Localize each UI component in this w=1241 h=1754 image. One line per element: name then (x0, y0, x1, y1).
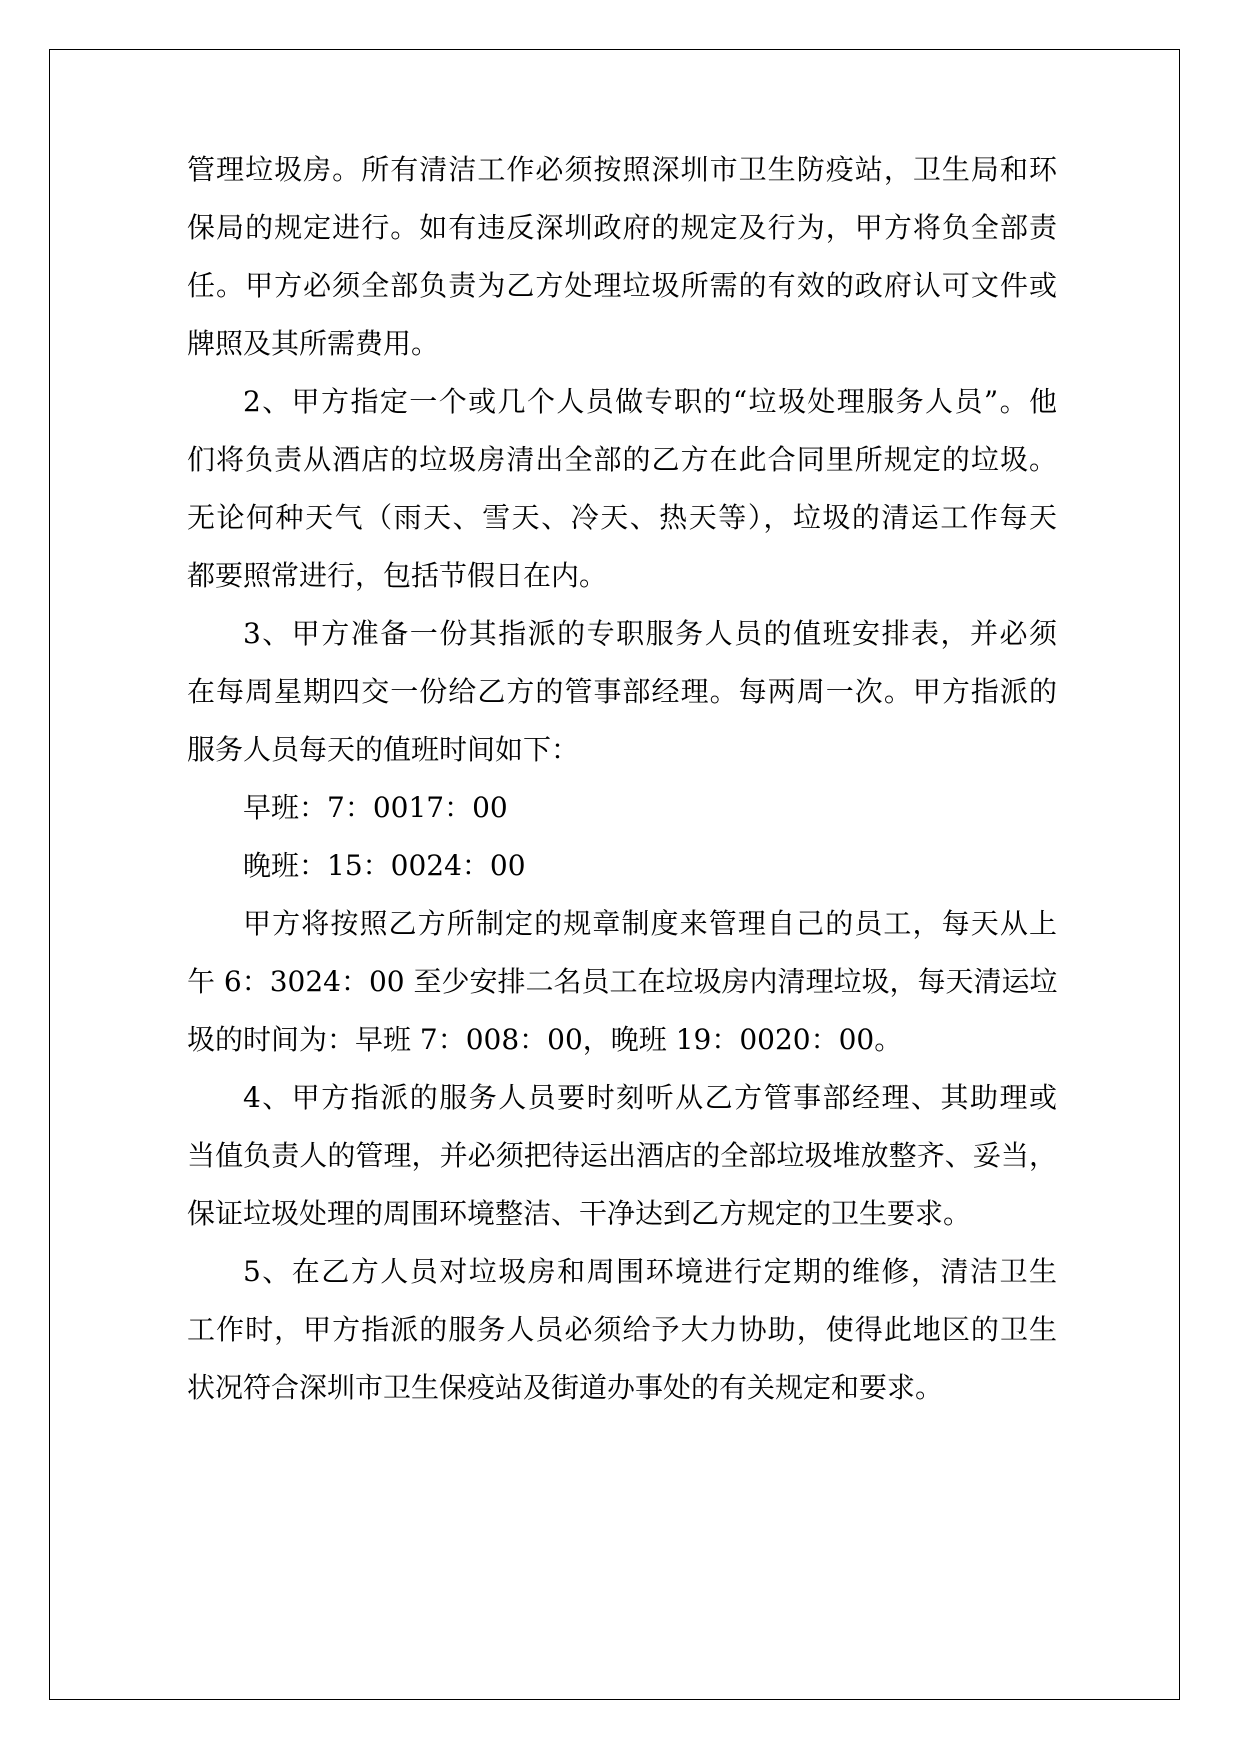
text-line: 当值负责人的管理，并必须把待运出酒店的全部垃圾堆放整齐、妥当， (187, 1139, 1057, 1172)
text-line: 2、甲方指定一个或几个人员做专职的“垃圾处理服务人员”。他 (243, 385, 1057, 418)
text-line: 保局的规定进行。如有违反深圳政府的规定及行为，甲方将负全部责 (187, 211, 1057, 244)
text-line: 在每周星期四交一份给乙方的管事部经理。每两周一次。甲方指派的 (187, 675, 1057, 708)
text-line: 状况符合深圳市卫生保疫站及街道办事处的有关规定和要求。 (187, 1371, 944, 1404)
text-line: 管理垃圾房。所有清洁工作必须按照深圳市卫生防疫站，卫生局和环 (187, 153, 1057, 186)
evening-shift-line: 晚班：15：0024：00 (243, 849, 526, 882)
text-line: 无论何种天气（雨天、雪天、冷天、热天等），垃圾的清运工作每天 (187, 501, 1057, 534)
text-line: 牌照及其所需费用。 (187, 327, 440, 360)
text-line: 午 6：3024：00 至少安排二名员工在垃圾房内清理垃圾，每天清运垃 (187, 965, 1058, 998)
text-line: 4、甲方指派的服务人员要时刻听从乙方管事部经理、其助理或 (243, 1081, 1057, 1114)
text-line: 都要照常进行，包括节假日在内。 (187, 559, 608, 592)
text-line: 们将负责从酒店的垃圾房清出全部的乙方在此合同里所规定的垃圾。 (187, 443, 1057, 476)
text-line: 工作时，甲方指派的服务人员必须给予大力协助，使得此地区的卫生 (187, 1313, 1057, 1346)
text-line: 5、在乙方人员对垃圾房和周围环境进行定期的维修，清洁卫生 (243, 1255, 1057, 1288)
text-line: 3、甲方准备一份其指派的专职服务人员的值班安排表，并必须 (243, 617, 1057, 650)
text-line: 任。甲方必须全部负责为乙方处理垃圾所需的有效的政府认可文件或 (187, 269, 1057, 302)
text-line: 保证垃圾处理的周围环境整洁、干净达到乙方规定的卫生要求。 (187, 1197, 972, 1230)
text-line: 甲方将按照乙方所制定的规章制度来管理自己的员工，每天从上 (243, 907, 1057, 940)
text-line: 服务人员每天的值班时间如下： (187, 733, 580, 766)
text-line: 圾的时间为：早班 7：008：00，晚班 19：0020：00。 (187, 1023, 903, 1056)
morning-shift-line: 早班：7：0017：00 (243, 791, 508, 824)
